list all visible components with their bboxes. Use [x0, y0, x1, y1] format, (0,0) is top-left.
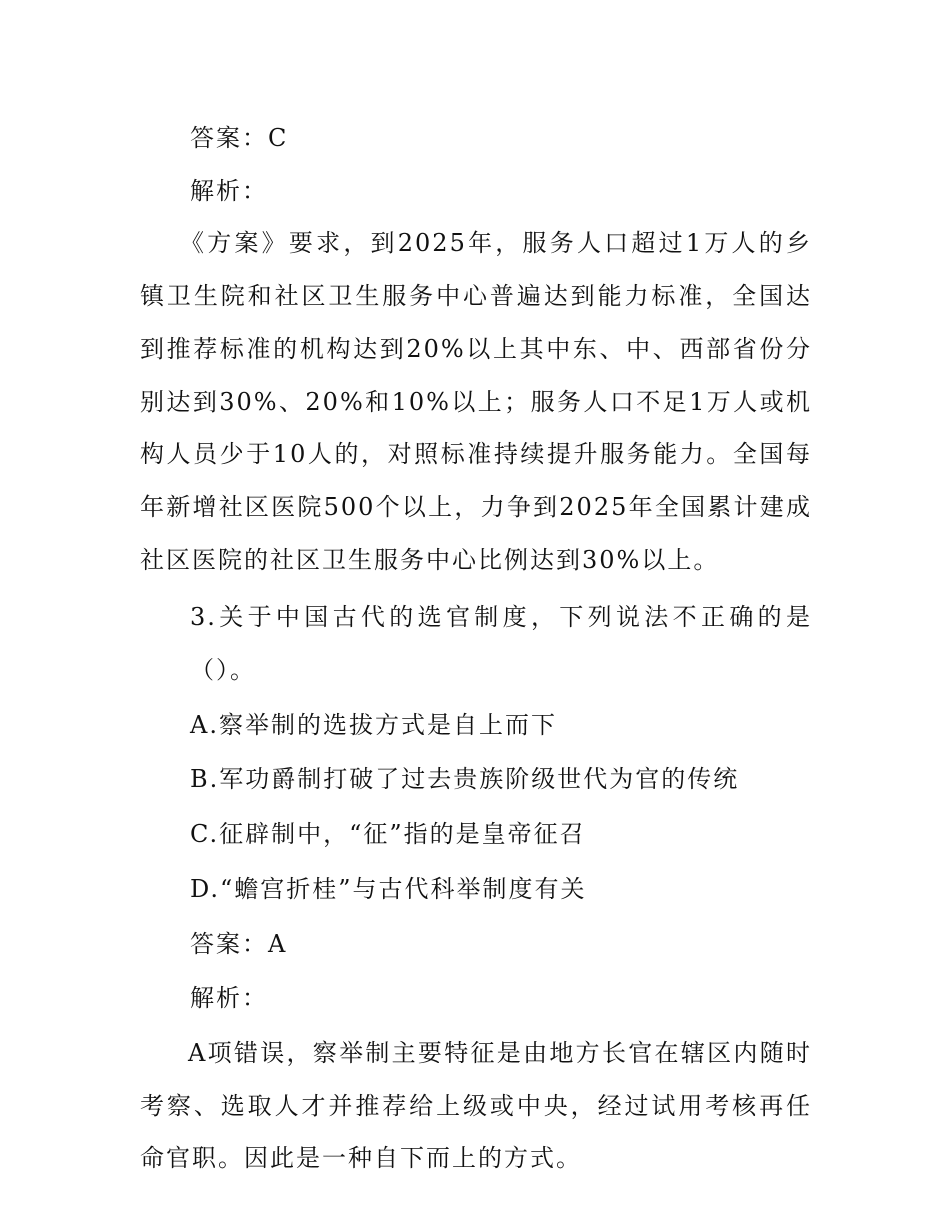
option-c: C.征辟制中，“征”指的是皇帝征召	[190, 820, 586, 849]
answer-1: 答案：C	[190, 124, 289, 152]
option-a: A.察举制的选拔方式是自上而下	[190, 710, 557, 739]
document-body	[140, 112, 812, 1185]
option-d: D.“蟾宫折桂”与古代科举制度有关	[190, 874, 587, 903]
analysis-3-label: 解析：	[190, 984, 268, 1013]
option-b: B.军功爵制打破了过去贵族阶级世代为官的传统	[190, 765, 740, 794]
analysis-1-text: 《方案》要求，到2025年，服务人口超过1万人的乡镇卫生院和社区卫生服务中心普遍达到能力标准，全国达到推荐标准的机构达到20%以上其中东、中、西部省份分别达到30%、20%和10%以上；服务人口不足1万人或机构人员少于10人的，对照标准持续提升服务能力。全国每年新增社区医院500个以上，力争到2025年全国累计建成社区医院的社区卫生服务中心比例达到30%以上。	[140, 229, 812, 574]
answer-3: 答案：A	[190, 929, 288, 958]
analysis-3-text: A项错误，察举制主要特征是由地方长官在辖区内随时考察、选取人才并推荐给上级或中央，经过试用考核再任命官职。因此是一种自下而上的方式。	[140, 1038, 812, 1173]
analysis-1-label: 解析：	[190, 176, 268, 205]
question-3: 3.关于中国古代的选官制度，下列说法不正确的是（）。	[190, 603, 812, 685]
